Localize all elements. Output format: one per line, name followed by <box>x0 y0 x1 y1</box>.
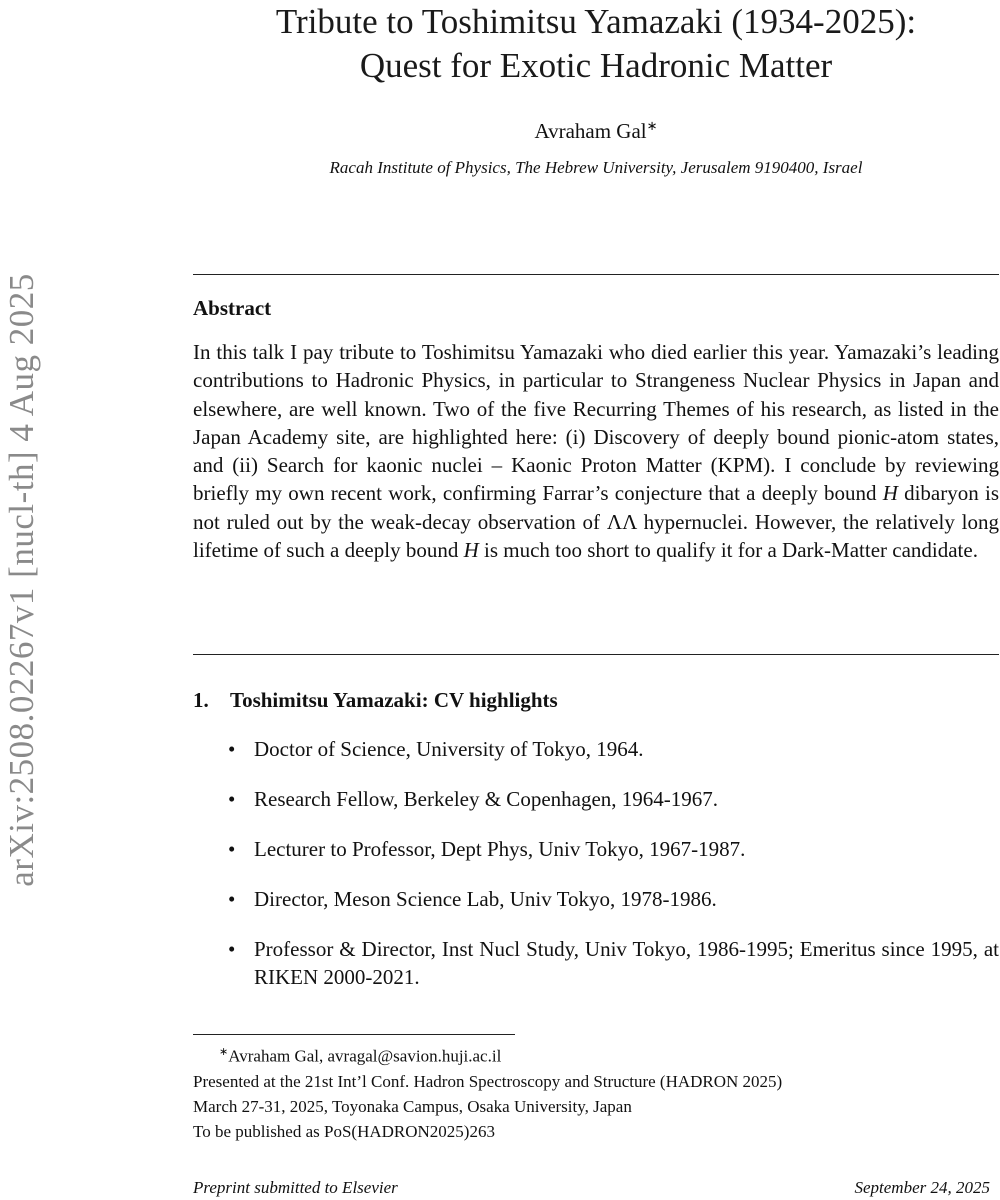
cv-item-text: Research Fellow, Berkeley & Copenhagen, 1964-1967. <box>254 787 719 811</box>
cv-item-text: Lecturer to Professor, Dept Phys, Univ Tokyo, 1967-1987. <box>254 837 746 861</box>
abstract-bottom-rule <box>193 654 999 655</box>
abstract-text-part-3: is much too short to qualify it for a Dark-Matter candidate. <box>478 538 978 563</box>
footnotes <box>193 1040 999 1144</box>
abstract-body <box>193 338 999 564</box>
cv-item-text: Doctor of Science, University of Tokyo, 1964. <box>254 737 644 761</box>
arxiv-identifier-stamp <box>0 0 44 960</box>
list-item <box>228 885 999 913</box>
list-item <box>228 835 999 863</box>
cv-item-text: Professor & Director, Inst Nucl Study, Univ Tokyo, 1986-1995; Emeritus since 1995, at RIKEN 2000-2021. <box>254 937 999 989</box>
title-line-2: Quest for Exotic Hadronic Matter <box>359 46 833 85</box>
author-name: Avraham Gal <box>534 119 647 143</box>
footnote-publication: To be published as PoS(HADRON2025)263 <box>193 1121 495 1141</box>
footnote-venue: March 27-31, 2025, Toyonaka Campus, Osaka University, Japan <box>193 1096 632 1116</box>
abstract-text-part-2: dibaryon is not ruled out by the weak-decay observation of ΛΛ hypernuclei. However, the relatively long lifetime of such a deeply bound <box>193 481 999 563</box>
paper-title <box>193 0 999 88</box>
footnote-author <box>193 1040 999 1069</box>
abstract-text-part-1: In this talk I pay tribute to Toshimitsu Yamazaki who died earlier this year. Yamazaki’s leading contributions to Hadronic Physics, in particular to Strangeness Nuclear Physics in Japan and elsewhere, are well known. Two of the five Recurring Themes of his research, as listed in the Japan Academy site, are highlighted here: (i) Discovery of deeply bound pionic-atom states, and (ii) Search for kaonic nuclei – Kaonic Proton Matter (KPM). I conclude by reviewing briefly my own recent work, confirming Farrar’s conjecture that a deeply bound <box>193 340 999 506</box>
author-footnote-mark: ∗ <box>646 118 658 133</box>
author-line <box>193 118 999 144</box>
arxiv-stamp-text: arXiv:2508.02267v1 [nucl-th] 4 Aug 2025 <box>2 273 41 887</box>
list-item <box>228 935 999 991</box>
bullet-icon: • <box>228 737 236 761</box>
footer-date: September 24, 2025 <box>854 1178 990 1197</box>
section-heading <box>193 688 558 713</box>
author-affiliation: Racah Institute of Physics, The Hebrew University, Jerusalem 9190400, Israel <box>329 158 863 177</box>
cv-item-text: Director, Meson Science Lab, Univ Tokyo, 1978-1986. <box>254 887 717 911</box>
bullet-icon: • <box>228 837 236 861</box>
bullet-icon: • <box>228 937 236 961</box>
bullet-icon: • <box>228 787 236 811</box>
list-item <box>228 735 999 763</box>
footer-preprint-note: Preprint submitted to Elsevier <box>193 1178 398 1197</box>
footnote-author-text: Avraham Gal, avragal@savion.huji.ac.il <box>228 1046 502 1066</box>
cv-highlights-list <box>228 735 999 1013</box>
abstract-symbol-h-2: H <box>463 538 479 563</box>
footnote-rule <box>193 1034 515 1035</box>
footnote-mark: ∗ <box>219 1046 229 1058</box>
list-item <box>228 785 999 813</box>
abstract-symbol-h-1: H <box>882 481 898 506</box>
abstract-heading: Abstract <box>193 296 272 320</box>
section-title: Toshimitsu Yamazaki: CV highlights <box>230 688 558 712</box>
title-line-1: Tribute to Toshimitsu Yamazaki (1934-2025): <box>275 2 917 41</box>
abstract-top-rule <box>193 274 999 275</box>
section-number: 1. <box>193 688 209 712</box>
footnote-conference: Presented at the 21st Int’l Conf. Hadron Spectroscopy and Structure (HADRON 2025) <box>193 1071 783 1091</box>
bullet-icon: • <box>228 887 236 911</box>
